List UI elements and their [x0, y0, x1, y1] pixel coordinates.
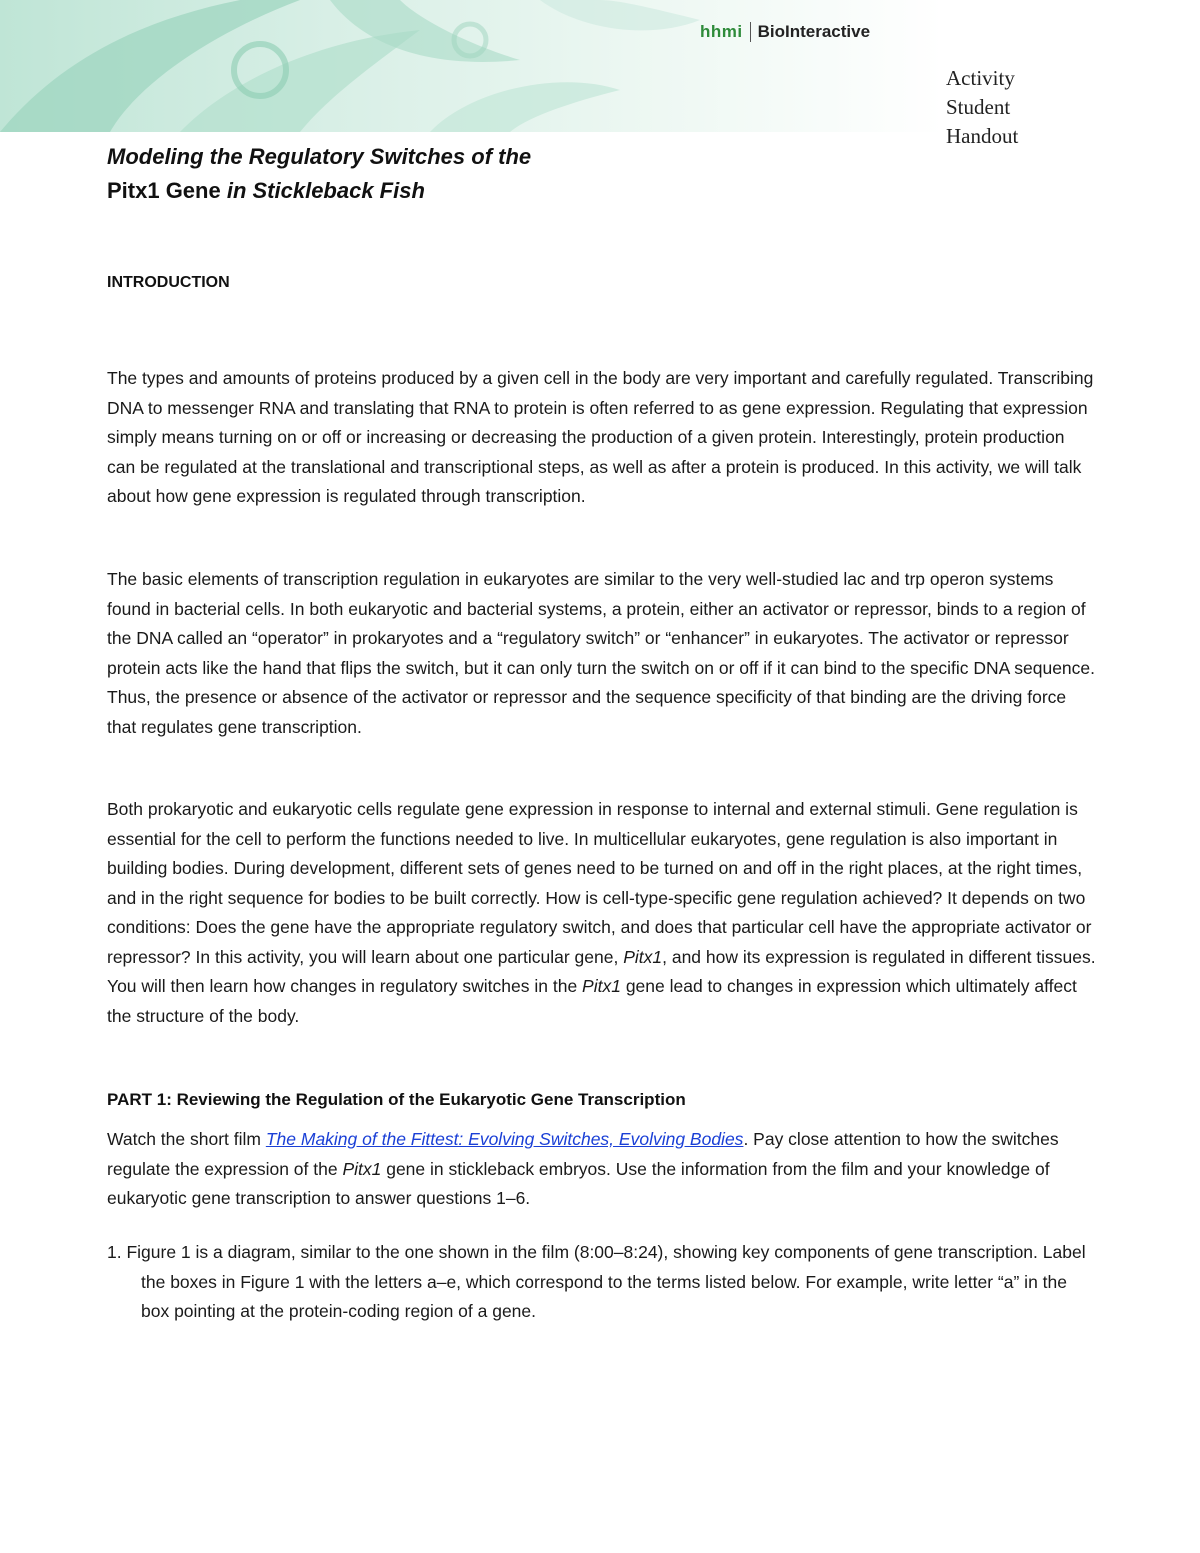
intro-paragraph-2: The basic elements of transcription regulation in eukaryotes are similar to the very well-studied lac and trp operon systems found in bacterial cells. In both eukaryotic and bacterial systems, a protein, either an activator or repressor, binds to a region of the DNA called an “operator” in prokaryotes and a “regulatory switch” or “enhancer” in eukaryotes. The activator or repressor protein acts like the hand that flips the switch, but it can only turn the switch on or off if it can bind to the specific DNA sequence. Thus, the presence or absence of the activator or repressor and the sequence specificity of that binding are the driving force that regulates gene transcription. [107, 569, 1095, 737]
intro-p3-text-b: , and how its expression is regulated in different tissues. You will then learn how changes in regulatory switches in the [107, 946, 1096, 996]
part1-text-c: gene in stickleback embryos. Use the information from the film and your knowledge of eukaryotic gene transcription to answer questions 1–6. [107, 1158, 1050, 1208]
title-line-2-rest: in Stickleback Fish [220, 178, 425, 203]
hhmi-biointeractive-logo [700, 22, 870, 42]
logo-hhmi-text: hhmi [700, 22, 743, 41]
gene-name-pitx1: Pitx1 [342, 1158, 382, 1179]
title-line-1: Modeling the Regulatory Switches of the [107, 144, 532, 169]
intro-p3-text-a: Both prokaryotic and eukaryotic cells regulate gene expression in response to internal and external stimuli. Gene regulation is essential for the cell to perform the functions needed to live. In multicellular eukaryotes, gene regulation is also important in building bodies. During development, different sets of genes need to be turned on and off in the right places, at the right times, and in the right sequence for bodies to be built correctly. How is cell-type-specific gene regulation achieved? It depends on two conditions: Does the gene have the appropriate regulatory switch, and does that particular cell have the appropriate activator or repressor? In this activity, you will learn about one particular gene, [107, 799, 1092, 967]
gene-name-pitx1: Pitx1 [582, 976, 621, 996]
decorative-swirl-graphic [0, 0, 944, 132]
doc-type-line: Student [946, 95, 1011, 119]
logo-divider [750, 22, 751, 42]
header-banner [0, 0, 944, 132]
doc-type-line: Handout [946, 124, 1019, 148]
film-link[interactable]: The Making of the Fittest: Evolving Switches, Evolving Bodies [265, 1129, 744, 1149]
part1-text-b: . Pay close attention to how the switches regulate the expression of the [107, 1129, 1059, 1179]
gene-name-pitx1: Pitx1 [623, 946, 663, 967]
intro-paragraph-3 [107, 795, 1097, 1031]
intro-p3-text-c: gene lead to changes in expression which ultimately affect the structure of the body. [107, 976, 1077, 1026]
document-title [107, 140, 807, 208]
doc-type-line: Activity [946, 66, 1015, 90]
intro-paragraph-1: The types and amounts of proteins produced by a given cell in the body are very important and carefully regulated. Transcribing DNA to messenger RNA and translating that RNA to protein is often referred to as gene expression. Regulating that expression simply means turning on or off or increasing or decreasing the production of a given protein. Interestingly, protein production can be regulated at the translational and transcriptional steps, as well as after a protein is produced. In this activity, we will talk about how gene expression is regulated through transcription. [107, 368, 1094, 506]
part1-heading: PART 1: Reviewing the Regulation of the Eukaryotic Gene Transcription [107, 1090, 686, 1109]
part1-instructions [107, 1125, 1097, 1214]
introduction-heading: INTRODUCTION [107, 274, 230, 291]
logo-brand-text: BioInteractive [757, 22, 871, 41]
title-gene-name: Pitx1 Gene [107, 178, 221, 203]
title-line-2 [107, 174, 807, 208]
document-type-label [946, 64, 1066, 151]
question-1: 1. Figure 1 is a diagram, similar to the one shown in the film (8:00–8:24), showing key components of gene transcription. Label the boxes in Figure 1 with the letters a–e, which correspond to the terms listed below. For example, write letter “a” in the box pointing at the protein-coding region of a gene. [107, 1242, 1086, 1321]
part1-text-a: Watch the short film [107, 1129, 266, 1149]
